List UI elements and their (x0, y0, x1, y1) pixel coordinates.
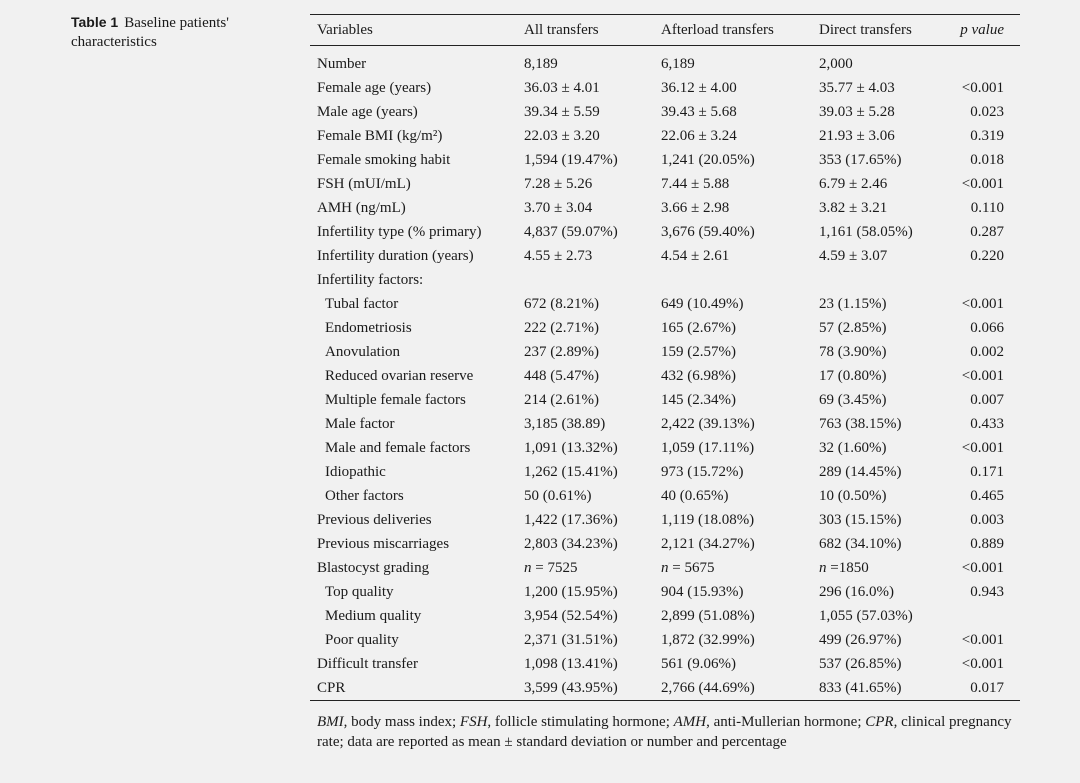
cell-p-value: 0.943 (970, 584, 1004, 600)
row-label: Male and female factors (325, 440, 471, 456)
table-row (310, 556, 1020, 580)
cell-afterload-transfers: 39.43 ± 5.68 (661, 104, 737, 120)
header-p-value-text: p value (960, 22, 1004, 38)
cell-p-value: 0.023 (970, 104, 1004, 120)
cell-afterload-transfers: 40 (0.65%) (661, 488, 729, 504)
cell-afterload-transfers: 432 (6.98%) (661, 368, 736, 384)
cell-afterload-transfers: 3.66 ± 2.98 (661, 200, 730, 216)
row-label: FSH (mUI/mL) (317, 176, 411, 192)
footnote-part: , follicle stimulating hormone; (487, 714, 674, 730)
cell-afterload-transfers: 22.06 ± 3.24 (661, 128, 737, 144)
cell-afterload-transfers: 165 (2.67%) (661, 320, 736, 336)
cell-afterload-transfers: 4.54 ± 2.61 (661, 248, 730, 264)
cell-direct-transfers: 3.82 ± 3.21 (819, 200, 888, 216)
cell-p-value: 0.465 (970, 488, 1004, 504)
cell-afterload-transfers: 561 (9.06%) (661, 656, 736, 672)
cell-direct-transfers: 833 (41.65%) (819, 680, 902, 696)
table-row (310, 388, 1020, 412)
row-label: Infertility type (% primary) (317, 224, 482, 240)
row-label: Previous deliveries (317, 512, 432, 528)
header-afterload-transfers: Afterload transfers (661, 22, 774, 38)
footnote-part: , anti-Mullerian hormone; (706, 714, 866, 730)
table-row (310, 580, 1020, 604)
cell-p-value: <0.001 (961, 80, 1004, 96)
row-label: Blastocyst grading (317, 560, 430, 576)
cell-p-value: <0.001 (961, 632, 1004, 648)
table-row (310, 436, 1020, 460)
table-row (310, 196, 1020, 220)
table-caption (71, 13, 286, 52)
table-row (310, 100, 1020, 124)
row-label: Top quality (325, 584, 394, 600)
n-symbol: n (524, 560, 532, 576)
cell-all-transfers: 50 (0.61%) (524, 488, 592, 504)
cell-all-transfers: 1,422 (17.36%) (524, 512, 618, 528)
cell-all-transfers: 1,098 (13.41%) (524, 656, 618, 672)
cell-afterload-transfers: 145 (2.34%) (661, 392, 736, 408)
row-label: Infertility duration (years) (317, 248, 474, 264)
table-row (310, 484, 1020, 508)
n-symbol: n (661, 560, 669, 576)
cell-direct-transfers: 289 (14.45%) (819, 464, 902, 480)
cell-all-transfers: 1,200 (15.95%) (524, 584, 618, 600)
cell-direct-transfers: 499 (26.97%) (819, 632, 902, 648)
cell-p-value: 0.018 (970, 152, 1004, 168)
cell-direct-transfers: 353 (17.65%) (819, 152, 902, 168)
cell-afterload-transfers: 6,189 (661, 46, 819, 77)
cell-direct-transfers: 21.93 ± 3.06 (819, 128, 895, 144)
footnote-part: , body mass index; (343, 714, 460, 730)
cell-p-value: <0.001 (961, 296, 1004, 312)
n-symbol: n (819, 560, 827, 576)
cell-direct-transfers: 35.77 ± 4.03 (819, 80, 895, 96)
cell-direct-transfers: 57 (2.85%) (819, 320, 887, 336)
row-label: Reduced ovarian reserve (325, 368, 474, 384)
cell-afterload-transfers: 2,121 (34.27%) (661, 536, 755, 552)
cell-p-value: 0.433 (970, 416, 1004, 432)
cell-direct-transfers: 32 (1.60%) (819, 440, 887, 456)
table-row (310, 412, 1020, 436)
table-row (310, 364, 1020, 388)
cell-p-value: 0.110 (970, 200, 1004, 216)
cell-all-transfers: 4.55 ± 2.73 (524, 248, 593, 264)
cell-afterload-transfers: 904 (15.93%) (661, 584, 744, 600)
cell-afterload-transfers: 2,422 (39.13%) (661, 416, 755, 432)
cell-p-value: 0.171 (970, 464, 1004, 480)
row-label: Medium quality (325, 608, 422, 624)
footnote-part: CPR (865, 714, 894, 730)
row-label: Male factor (325, 416, 395, 432)
cell-direct-transfers: 1,161 (58.05%) (819, 224, 913, 240)
cell-p-value: 0.003 (970, 512, 1004, 528)
header-row (310, 15, 1020, 46)
cell-all-transfers: 8,189 (524, 46, 661, 77)
footnote-part: AMH (673, 714, 707, 730)
cell-afterload-transfers: n = 5675 (661, 560, 715, 576)
row-label: Poor quality (325, 632, 399, 648)
table-row (310, 604, 1020, 628)
cell-p-value: <0.001 (961, 368, 1004, 384)
row-label: Difficult transfer (317, 656, 418, 672)
cell-direct-transfers: 23 (1.15%) (819, 296, 887, 312)
cell-p-value: 0.220 (970, 248, 1004, 264)
row-label: Number (310, 46, 524, 77)
table-row (310, 292, 1020, 316)
cell-all-transfers: 237 (2.89%) (524, 344, 599, 360)
cell-all-transfers: 1,091 (13.32%) (524, 440, 618, 456)
table-row (310, 172, 1020, 196)
cell-p-value (947, 604, 1020, 628)
cell-all-transfers: 39.34 ± 5.59 (524, 104, 600, 120)
cell-direct-transfers: 10 (0.50%) (819, 488, 887, 504)
data-table (310, 15, 1020, 700)
cell-afterload-transfers: 2,766 (44.69%) (661, 680, 755, 696)
footnote-part: FSH (459, 714, 488, 730)
cell-direct-transfers: 69 (3.45%) (819, 392, 887, 408)
cell-all-transfers: 2,803 (34.23%) (524, 536, 618, 552)
cell-p-value: 0.287 (970, 224, 1004, 240)
row-label: Multiple female factors (325, 392, 466, 408)
cell-p-value: <0.001 (961, 176, 1004, 192)
cell-p-value: <0.001 (961, 440, 1004, 456)
cell-direct-transfers: 2,000 (819, 46, 947, 77)
cell-afterload-transfers: 973 (15.72%) (661, 464, 744, 480)
cell-p-value: <0.001 (961, 656, 1004, 672)
row-label: CPR (317, 680, 346, 696)
cell-afterload-transfers (661, 268, 819, 292)
table-label: Table 1 (71, 14, 119, 30)
cell-all-transfers: n = 7525 (524, 560, 578, 576)
row-label: Infertility factors: (317, 272, 424, 288)
table-row (310, 244, 1020, 268)
row-label: Female smoking habit (317, 152, 451, 168)
cell-p-value: 0.319 (970, 128, 1004, 144)
cell-all-transfers: 22.03 ± 3.20 (524, 128, 600, 144)
cell-direct-transfers: 682 (34.10%) (819, 536, 902, 552)
cell-all-transfers (524, 268, 661, 292)
cell-direct-transfers: 39.03 ± 5.28 (819, 104, 895, 120)
cell-all-transfers: 3.70 ± 3.04 (524, 200, 593, 216)
cell-afterload-transfers: 159 (2.57%) (661, 344, 736, 360)
cell-afterload-transfers: 1,119 (18.08%) (661, 512, 755, 528)
cell-p-value (947, 46, 1020, 77)
cell-all-transfers: 4,837 (59.07%) (524, 224, 618, 240)
cell-direct-transfers: 17 (0.80%) (819, 368, 887, 384)
cell-direct-transfers: 1,055 (57.03%) (819, 608, 913, 624)
cell-p-value: 0.889 (970, 536, 1004, 552)
cell-p-value: 0.017 (970, 680, 1004, 696)
table-title: Baseline patients' characteristics (71, 15, 229, 50)
cell-afterload-transfers: 1,872 (32.99%) (661, 632, 755, 648)
cell-direct-transfers: n =1850 (819, 560, 869, 576)
header-p-value (947, 15, 1020, 46)
header-variables: Variables (317, 22, 373, 38)
cell-direct-transfers: 78 (3.90%) (819, 344, 887, 360)
cell-all-transfers: 2,371 (31.51%) (524, 632, 618, 648)
footnote-part: BMI (317, 714, 344, 730)
table-footnote (317, 712, 1022, 752)
table-row (310, 340, 1020, 364)
header-all-transfers: All transfers (524, 22, 599, 38)
row-label: Tubal factor (325, 296, 399, 312)
cell-afterload-transfers: 3,676 (59.40%) (661, 224, 755, 240)
cell-all-transfers: 3,185 (38.89) (524, 416, 606, 432)
table-row (310, 316, 1020, 340)
table-row (310, 508, 1020, 532)
table-row (310, 148, 1020, 172)
cell-all-transfers: 7.28 ± 5.26 (524, 176, 593, 192)
row-label: Endometriosis (325, 320, 412, 336)
cell-direct-transfers: 763 (38.15%) (819, 416, 902, 432)
cell-afterload-transfers: 36.12 ± 4.00 (661, 80, 737, 96)
table-bottom-rule (310, 700, 1020, 701)
table-row (310, 46, 1020, 77)
cell-direct-transfers: 537 (26.85%) (819, 656, 902, 672)
cell-direct-transfers: 4.59 ± 3.07 (819, 248, 888, 264)
row-label: Male age (years) (317, 104, 418, 120)
cell-afterload-transfers: 7.44 ± 5.88 (661, 176, 730, 192)
cell-direct-transfers: 296 (16.0%) (819, 584, 894, 600)
table-row (310, 76, 1020, 100)
cell-direct-transfers (819, 268, 947, 292)
cell-p-value (947, 268, 1020, 292)
cell-all-transfers: 1,262 (15.41%) (524, 464, 618, 480)
cell-all-transfers: 1,594 (19.47%) (524, 152, 618, 168)
cell-afterload-transfers: 2,899 (51.08%) (661, 608, 755, 624)
row-label: Female BMI (kg/m²) (317, 128, 443, 144)
cell-direct-transfers: 6.79 ± 2.46 (819, 176, 888, 192)
cell-afterload-transfers: 649 (10.49%) (661, 296, 744, 312)
cell-p-value: 0.066 (970, 320, 1004, 336)
row-label: Female age (years) (317, 80, 432, 96)
cell-afterload-transfers: 1,059 (17.11%) (661, 440, 755, 456)
cell-afterload-transfers: 1,241 (20.05%) (661, 152, 755, 168)
cell-all-transfers: 3,599 (43.95%) (524, 680, 618, 696)
table-row (310, 268, 1020, 292)
table-row (310, 652, 1020, 676)
table-row (310, 676, 1020, 700)
cell-all-transfers: 672 (8.21%) (524, 296, 599, 312)
row-label: AMH (ng/mL) (317, 200, 406, 216)
cell-all-transfers: 3,954 (52.54%) (524, 608, 618, 624)
table-row (310, 532, 1020, 556)
header-direct-transfers: Direct transfers (819, 22, 912, 38)
cell-all-transfers: 36.03 ± 4.01 (524, 80, 600, 96)
row-label: Idiopathic (325, 464, 386, 480)
cell-p-value: <0.001 (961, 560, 1004, 576)
cell-all-transfers: 448 (5.47%) (524, 368, 599, 384)
table-row (310, 460, 1020, 484)
table-row (310, 220, 1020, 244)
footnote-part: , clinical pregnancy rate; data are reported as mean ± standard deviation or number and percentage (317, 714, 1012, 750)
cell-all-transfers: 214 (2.61%) (524, 392, 599, 408)
row-label: Previous miscarriages (317, 536, 450, 552)
cell-p-value: 0.007 (970, 392, 1004, 408)
cell-direct-transfers: 303 (15.15%) (819, 512, 902, 528)
cell-all-transfers: 222 (2.71%) (524, 320, 599, 336)
table-row (310, 124, 1020, 148)
table-row (310, 628, 1020, 652)
table-body (310, 46, 1020, 701)
row-label: Anovulation (325, 344, 400, 360)
baseline-table (310, 14, 1020, 701)
cell-p-value: 0.002 (970, 344, 1004, 360)
row-label: Other factors (325, 488, 404, 504)
